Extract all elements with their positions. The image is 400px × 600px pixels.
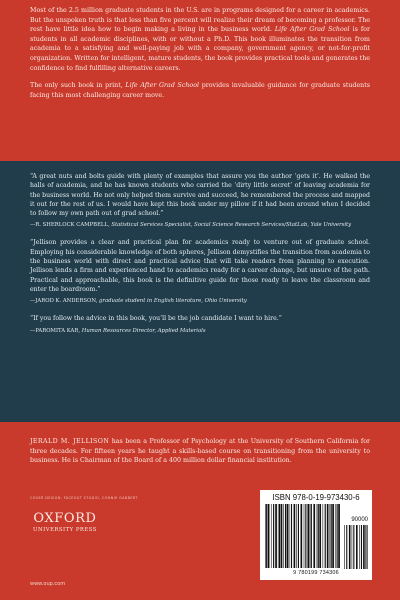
description-text: Most of the 2.5 million graduate students in the U.S. are in programs designed for a career in academics. But the unspoken truth is that less than five percent will realize their dream of becoming a professor. The rest have little idea how to begin making a living in the business world. (30, 7, 370, 34)
barcode-bar (356, 525, 358, 569)
barcode-bar (283, 504, 284, 568)
barcode-bar (304, 504, 305, 568)
testimonial-quote: “If you follow the advice in this book, you’ll be the job candidate I want to hire.” (30, 315, 282, 323)
description-paragraph (30, 6, 370, 73)
barcode-bar (266, 504, 267, 568)
barcode-digits: 9 780199 734306 (293, 570, 339, 576)
barcode-bar (361, 525, 362, 569)
barcode-bar (305, 504, 306, 568)
description-paragraph (30, 81, 370, 100)
barcode-bar (281, 504, 283, 568)
barcode-bar (275, 504, 277, 568)
attribution-role: Human Resources Director, Applied Materials (81, 327, 206, 334)
testimonial-attribution (30, 327, 370, 335)
description-text: is for students in all academic disciplines, with or without a Ph.D. This book illuminates the transition from academia to a satisfying and well-paying job with a company, government agency, or not-for-profit organization. Written for intelligent, mature students, the book provides practical tools and generates the confidence to find fulfilling alternative careers. (30, 26, 370, 72)
barcode-bar (337, 504, 338, 568)
attribution-name: —R. SHERLOCK CAMPBELL, (30, 222, 110, 229)
barcode-bar (359, 525, 360, 569)
author-bio (30, 437, 370, 466)
barcode-bar (271, 504, 272, 568)
barcode-label (260, 490, 372, 580)
barcode-bar (313, 504, 315, 568)
barcode-bar (310, 504, 311, 568)
cover-design-credit: COVER DESIGN: FACEOUT STUDIO, CONNIE GABBERT (30, 496, 138, 500)
barcode-bar (273, 504, 274, 568)
barcode-bar (268, 504, 270, 568)
attribution-role: graduate student in English literature, Ohio University (99, 298, 247, 305)
barcode-bar (365, 525, 366, 569)
attribution-role: Statistical Services Specialist, Social Science Research Services/StatLab, Yale University (111, 222, 352, 229)
barcode-bar (338, 504, 340, 568)
barcode-bar (311, 504, 312, 568)
book-title: Life After Grad School (125, 82, 200, 90)
book-title: Life After Grad School (274, 26, 350, 34)
testimonials (30, 172, 370, 344)
publisher-name: OXFORD (33, 511, 97, 526)
barcode-bar (352, 525, 353, 569)
barcode-bar (285, 504, 286, 568)
book-description (30, 6, 370, 108)
attribution-name: —JAROD K. ANDERSON, (30, 298, 98, 305)
barcode-bar (349, 525, 351, 569)
barcode-bar (301, 504, 303, 568)
barcode-bar (363, 525, 365, 569)
barcode-bar (330, 504, 331, 568)
barcode-bar (332, 504, 334, 568)
barcode-bar (287, 504, 289, 568)
barcode-bar (323, 504, 324, 568)
barcode-bar (307, 504, 309, 568)
barcode-bar (294, 504, 296, 568)
barcode-bar (331, 504, 332, 568)
testimonial-quote: “Jellison provides a clear and practical plan for academics ready to venture out of graduate school. Employing his considerable knowledge of both spheres, Jellison demystifies the transition from academia to the business world with direct and practical advice that will take readers from planning to execution. Jellison lends a firm and experienced hand to academics ready for a career change, but unsure of the path. Practical and approachable, this book is the definitive guide for those ready to leave the classroom and enter the boardroom.” (30, 239, 370, 293)
barcode-bar (298, 504, 299, 568)
barcode-bar (318, 504, 319, 568)
barcode-bar (344, 525, 345, 569)
barcode-bar (279, 504, 280, 568)
description-text: The only such book in print, (30, 82, 123, 90)
barcode-bar (325, 504, 326, 568)
publisher-press: UNIVERSITY PRESS (33, 527, 97, 533)
barcode-bar (291, 504, 292, 568)
attribution-name: —PAROMITA KAR, (30, 327, 81, 334)
addon-barcode (344, 525, 368, 569)
testimonial-attribution (30, 221, 370, 229)
price-code: 90000 (351, 517, 368, 523)
isbn-number: ISBN 978-0-19-973430-6 (272, 493, 360, 502)
barcode-bar (289, 504, 290, 568)
publisher-website: www.oup.com (30, 581, 66, 587)
barcode-bar (346, 525, 347, 569)
barcode-bar (353, 525, 354, 569)
publisher-logo (30, 512, 100, 533)
barcode-bar (327, 504, 329, 568)
barcode-bar (317, 504, 318, 568)
barcode-bar (319, 504, 321, 568)
barcode-bar (367, 525, 368, 569)
barcode-bar (335, 504, 336, 568)
description-text: provides invaluable guidance for graduate students facing this most challenging career move. (30, 82, 370, 99)
barcode-bar (265, 504, 266, 568)
ean-barcode (265, 504, 341, 568)
author-name: JERALD M. JELLISON (30, 438, 110, 445)
barcode-bar (296, 504, 297, 568)
barcode-bar (278, 504, 279, 568)
testimonial-attribution (30, 297, 370, 305)
testimonial-quote: “A great nuts and bolts guide with plenty of examples that assure you the author ‘gets it’. He walked the halls of academia, and he has known students who carried the ‘dirty little secret’ of leaving academia for the business world. He not only helped them survive and succeed, he remembered the process and mapped it out for the rest of us. I would have kept this book under my pillow if it had been around when I decided to follow my own path out of grad school.” (30, 173, 370, 218)
author-bio-text: has been a Professor of Psychology at the University of Southern California for three decades. For fifteen years he taught a skills-based course on transitioning from the university to business. He is Chairman of the Board of a 400 million dollar financial institution. (30, 438, 371, 465)
